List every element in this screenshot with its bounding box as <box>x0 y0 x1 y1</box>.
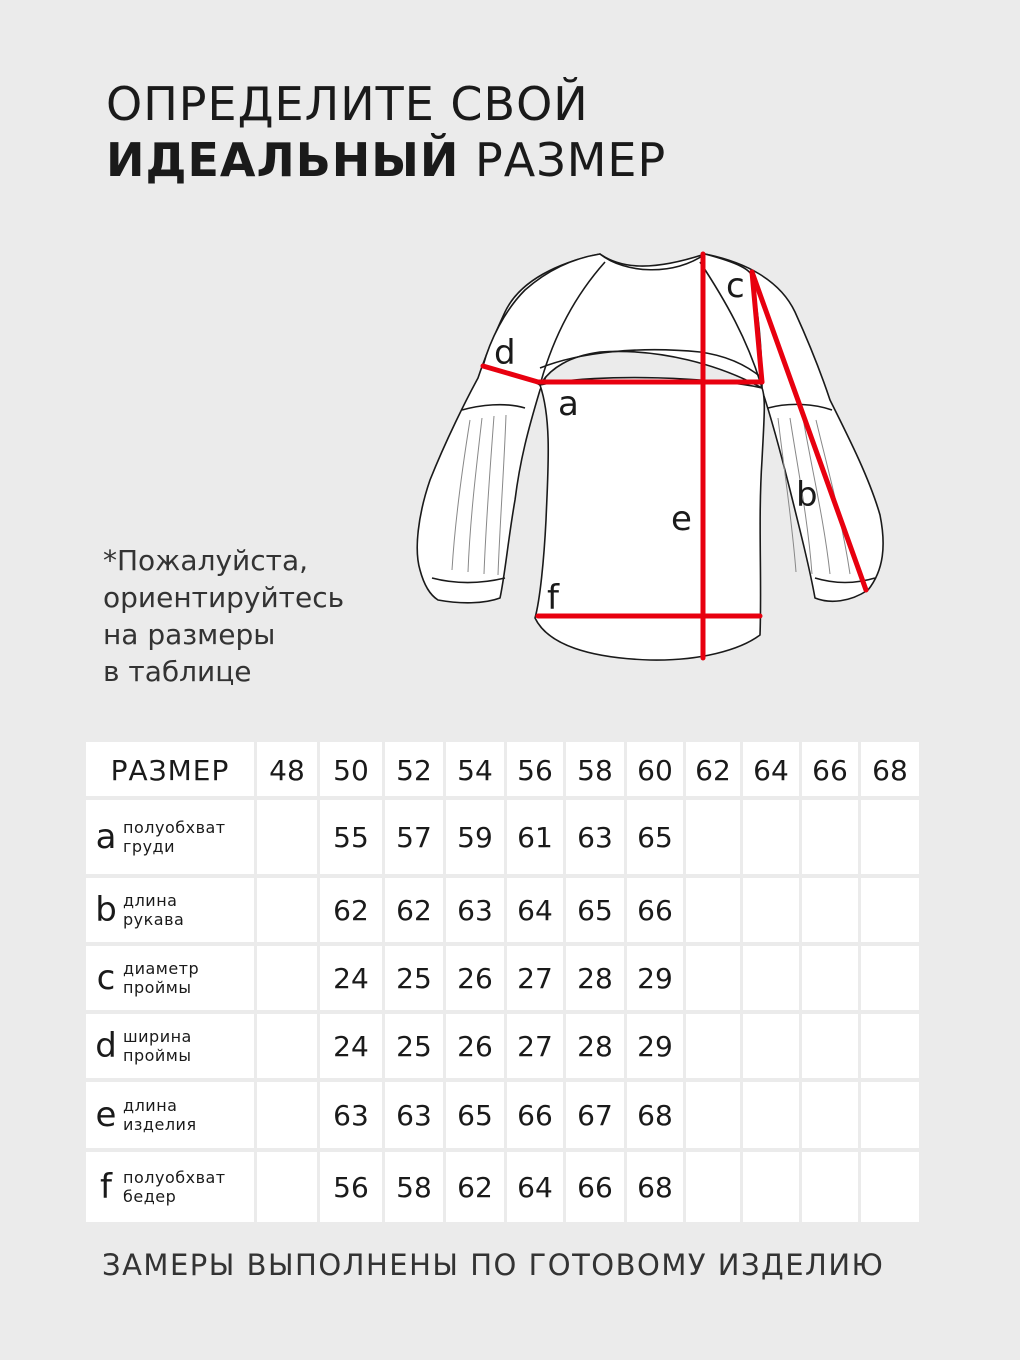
row-description-line: длина <box>123 891 178 910</box>
table-header-size: 50 <box>320 742 382 796</box>
label-a: a <box>558 384 579 424</box>
table-cell <box>257 946 317 1010</box>
row-description-line: рукава <box>123 910 185 929</box>
row-description <box>123 891 184 929</box>
table-cell: 62 <box>320 878 382 942</box>
table-cell <box>861 1082 919 1148</box>
row-letter: c <box>96 958 116 998</box>
table-cell: 66 <box>507 1082 563 1148</box>
table-cell: 66 <box>627 878 683 942</box>
footer-note: ЗАМЕРЫ ВЫПОЛНЕНЫ ПО ГОТОВОМУ ИЗДЕЛИЮ <box>102 1248 885 1282</box>
row-description-line: проймы <box>123 1046 192 1065</box>
table-cell: 58 <box>385 1152 443 1222</box>
row-description <box>123 1168 226 1206</box>
table-cell <box>802 800 858 874</box>
table-header-size: 60 <box>627 742 683 796</box>
row-description-line: полуобхват <box>123 1168 226 1187</box>
table-header-label: РАЗМЕР <box>86 742 254 796</box>
table-cell: 59 <box>446 800 504 874</box>
table-cell: 25 <box>385 1014 443 1078</box>
row-description-line: проймы <box>123 978 192 997</box>
table-header-size: 52 <box>385 742 443 796</box>
note-line: на размеры <box>103 618 276 651</box>
table-cell: 65 <box>566 878 624 942</box>
table-cell <box>686 800 740 874</box>
table-cell: 26 <box>446 1014 504 1078</box>
table-cell <box>686 1014 740 1078</box>
table-header-size: 58 <box>566 742 624 796</box>
table-cell <box>686 1082 740 1148</box>
table-cell: 68 <box>627 1082 683 1148</box>
table-cell <box>743 1152 799 1222</box>
table-cell <box>802 1082 858 1148</box>
row-letter: e <box>95 1095 117 1135</box>
row-description-line: диаметр <box>123 959 200 978</box>
table-cell: 29 <box>627 946 683 1010</box>
label-d: d <box>494 333 516 373</box>
table-cell <box>686 1152 740 1222</box>
table-header-size: 64 <box>743 742 799 796</box>
table-cell: 65 <box>446 1082 504 1148</box>
table-cell: 63 <box>566 800 624 874</box>
table-cell: 57 <box>385 800 443 874</box>
table-cell: 28 <box>566 1014 624 1078</box>
table-header-size: 68 <box>861 742 919 796</box>
label-f: f <box>547 578 559 618</box>
table-header-size: 48 <box>257 742 317 796</box>
table-cell: 27 <box>507 1014 563 1078</box>
table-cell <box>743 878 799 942</box>
row-description <box>123 1096 197 1134</box>
table-cell: 62 <box>446 1152 504 1222</box>
row-letter: f <box>100 1167 112 1207</box>
blouse-yoke <box>483 254 762 388</box>
table-cell: 63 <box>385 1082 443 1148</box>
table-cell: 67 <box>566 1082 624 1148</box>
table-header-size: 56 <box>507 742 563 796</box>
table-cell: 65 <box>627 800 683 874</box>
table-cell: 24 <box>320 1014 382 1078</box>
row-description <box>123 818 226 856</box>
table-cell: 63 <box>446 878 504 942</box>
table-cell: 66 <box>566 1152 624 1222</box>
note-line: в таблице <box>103 655 252 688</box>
table-cell: 29 <box>627 1014 683 1078</box>
table-cell <box>257 878 317 942</box>
table-cell <box>802 878 858 942</box>
table-cell <box>257 800 317 874</box>
row-description-line: длина <box>123 1096 178 1115</box>
table-cell: 64 <box>507 1152 563 1222</box>
table-cell: 68 <box>627 1152 683 1222</box>
row-letter: d <box>95 1026 117 1066</box>
table-row-label <box>86 878 254 942</box>
table-row-label <box>86 800 254 874</box>
table-cell: 63 <box>320 1082 382 1148</box>
row-description <box>123 1027 192 1065</box>
table-cell <box>861 878 919 942</box>
note-line: *Пожалуйста, <box>103 544 308 577</box>
table-cell <box>743 946 799 1010</box>
table-cell: 61 <box>507 800 563 874</box>
size-table <box>86 742 919 1222</box>
table-cell: 27 <box>507 946 563 1010</box>
table-cell: 28 <box>566 946 624 1010</box>
table-cell <box>257 1014 317 1078</box>
table-cell <box>686 946 740 1010</box>
row-description-line: ширина <box>123 1027 192 1046</box>
table-cell <box>257 1152 317 1222</box>
table-cell <box>861 1014 919 1078</box>
table-header-size: 62 <box>686 742 740 796</box>
blouse-outline <box>417 254 883 660</box>
row-description-line: изделия <box>123 1115 197 1134</box>
row-description <box>123 959 199 997</box>
row-letter: a <box>95 817 117 857</box>
label-e: e <box>671 499 692 539</box>
row-letter: b <box>95 890 117 930</box>
table-cell: 26 <box>446 946 504 1010</box>
title-rest: РАЗМЕР <box>459 133 667 187</box>
title-line-1: ОПРЕДЕЛИТЕ СВОЙ <box>106 77 589 131</box>
table-cell <box>257 1082 317 1148</box>
row-description-line: полуобхват <box>123 818 226 837</box>
table-cell: 24 <box>320 946 382 1010</box>
table-cell: 64 <box>507 878 563 942</box>
note-line: ориентируйтесь <box>103 581 345 614</box>
table-cell <box>743 800 799 874</box>
table-row-label <box>86 1082 254 1148</box>
table-cell <box>802 1152 858 1222</box>
table-cell <box>802 1014 858 1078</box>
row-description-line: груди <box>123 837 175 856</box>
size-note <box>103 542 344 690</box>
table-cell: 56 <box>320 1152 382 1222</box>
table-cell <box>802 946 858 1010</box>
label-c: c <box>726 266 745 306</box>
title-bold-word: ИДЕАЛЬНЫЙ <box>106 133 460 187</box>
table-header-size: 54 <box>446 742 504 796</box>
table-cell: 62 <box>385 878 443 942</box>
table-row-label <box>86 1014 254 1078</box>
table-cell <box>743 1014 799 1078</box>
table-cell <box>743 1082 799 1148</box>
table-row-label <box>86 946 254 1010</box>
table-cell <box>686 878 740 942</box>
table-cell: 25 <box>385 946 443 1010</box>
table-cell: 55 <box>320 800 382 874</box>
table-cell <box>861 946 919 1010</box>
table-header-size: 66 <box>802 742 858 796</box>
row-description-line: бедер <box>123 1187 177 1206</box>
label-b: b <box>796 475 818 515</box>
table-cell <box>861 800 919 874</box>
table-cell <box>861 1152 919 1222</box>
table-row-label <box>86 1152 254 1222</box>
